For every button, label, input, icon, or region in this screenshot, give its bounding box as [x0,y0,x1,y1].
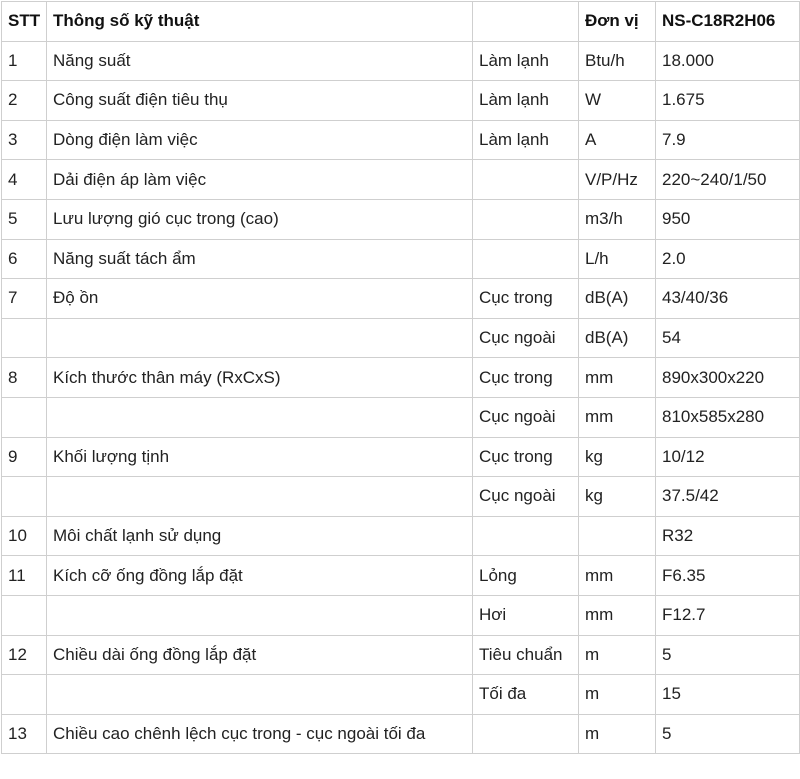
table-row [2,239,800,279]
cell-stt: 10 [2,516,47,556]
cell-parameter [47,477,473,517]
table-header-row [2,2,800,42]
table-row [2,477,800,517]
cell-parameter: Năng suất [47,41,473,81]
cell-stt [2,675,47,715]
cell-stt [2,595,47,635]
cell-unit [579,516,656,556]
cell-value: 1.675 [656,81,800,121]
cell-stt: 2 [2,81,47,121]
cell-unit: kg [579,437,656,477]
table-row [2,516,800,556]
cell-stt: 7 [2,279,47,319]
header-unit: Đơn vị [579,2,656,42]
cell-unit: mm [579,358,656,398]
table-row [2,120,800,160]
cell-parameter: Kích cỡ ống đồng lắp đặt [47,556,473,596]
cell-unit: mm [579,556,656,596]
cell-parameter: Công suất điện tiêu thụ [47,81,473,121]
cell-value: F12.7 [656,595,800,635]
cell-unit: dB(A) [579,318,656,358]
cell-unit: V/P/Hz [579,160,656,200]
cell-stt: 1 [2,41,47,81]
cell-condition: Cục trong [473,358,579,398]
cell-condition: Cục ngoài [473,397,579,437]
cell-value: 15 [656,675,800,715]
cell-parameter: Độ ồn [47,279,473,319]
cell-unit: kg [579,477,656,517]
cell-condition [473,714,579,754]
cell-condition: Cục ngoài [473,318,579,358]
cell-condition [473,160,579,200]
table-row [2,199,800,239]
cell-parameter: Năng suất tách ẩm [47,239,473,279]
cell-unit: W [579,81,656,121]
cell-value: R32 [656,516,800,556]
cell-stt: 5 [2,199,47,239]
cell-unit: m [579,714,656,754]
cell-stt: 8 [2,358,47,398]
cell-unit: m [579,675,656,715]
cell-condition: Cục trong [473,279,579,319]
cell-unit: m [579,635,656,675]
table-row [2,397,800,437]
cell-value: 950 [656,199,800,239]
cell-condition [473,239,579,279]
cell-parameter: Dòng điện làm việc [47,120,473,160]
cell-condition: Lỏng [473,556,579,596]
cell-parameter: Khối lượng tịnh [47,437,473,477]
cell-unit: m3/h [579,199,656,239]
cell-unit: mm [579,397,656,437]
cell-parameter: Chiều dài ống đồng lắp đặt [47,635,473,675]
cell-unit: mm [579,595,656,635]
cell-parameter: Kích thước thân máy (RxCxS) [47,358,473,398]
cell-value: 37.5/42 [656,477,800,517]
cell-parameter: Lưu lượng gió cục trong (cao) [47,199,473,239]
cell-condition: Làm lạnh [473,41,579,81]
cell-stt: 13 [2,714,47,754]
cell-stt: 12 [2,635,47,675]
cell-unit: Btu/h [579,41,656,81]
cell-value: 7.9 [656,120,800,160]
cell-stt [2,318,47,358]
cell-unit: A [579,120,656,160]
cell-condition: Làm lạnh [473,120,579,160]
table-row [2,675,800,715]
cell-value: 890x300x220 [656,358,800,398]
cell-stt [2,477,47,517]
cell-stt: 9 [2,437,47,477]
header-condition [473,2,579,42]
cell-value: 5 [656,635,800,675]
cell-parameter [47,675,473,715]
table-row [2,556,800,596]
cell-value: 5 [656,714,800,754]
cell-unit: L/h [579,239,656,279]
cell-value: F6.35 [656,556,800,596]
cell-unit: dB(A) [579,279,656,319]
table-row [2,279,800,319]
table-body [2,41,800,754]
table-row [2,714,800,754]
cell-parameter [47,397,473,437]
table-row [2,437,800,477]
table-row [2,635,800,675]
cell-parameter [47,595,473,635]
table-row [2,81,800,121]
cell-value: 10/12 [656,437,800,477]
cell-condition [473,516,579,556]
cell-value: 810x585x280 [656,397,800,437]
cell-stt [2,397,47,437]
header-parameter: Thông số kỹ thuật [47,2,473,42]
cell-parameter: Dải điện áp làm việc [47,160,473,200]
cell-value: 2.0 [656,239,800,279]
cell-stt: 4 [2,160,47,200]
cell-value: 54 [656,318,800,358]
cell-parameter: Chiều cao chênh lệch cục trong - cục ngoài tối đa [47,714,473,754]
table-row [2,318,800,358]
cell-parameter: Môi chất lạnh sử dụng [47,516,473,556]
cell-condition: Tiêu chuẩn [473,635,579,675]
cell-condition [473,199,579,239]
spec-table [1,1,800,754]
cell-condition: Làm lạnh [473,81,579,121]
header-stt: STT [2,2,47,42]
table-row [2,358,800,398]
header-model: NS-C18R2H06 [656,2,800,42]
cell-condition: Cục ngoài [473,477,579,517]
cell-condition: Tối đa [473,675,579,715]
cell-stt: 11 [2,556,47,596]
cell-value: 43/40/36 [656,279,800,319]
cell-condition: Cục trong [473,437,579,477]
table-row [2,41,800,81]
table-row [2,595,800,635]
cell-stt: 3 [2,120,47,160]
cell-value: 220~240/1/50 [656,160,800,200]
cell-value: 18.000 [656,41,800,81]
cell-stt: 6 [2,239,47,279]
cell-parameter [47,318,473,358]
cell-condition: Hơi [473,595,579,635]
table-row [2,160,800,200]
